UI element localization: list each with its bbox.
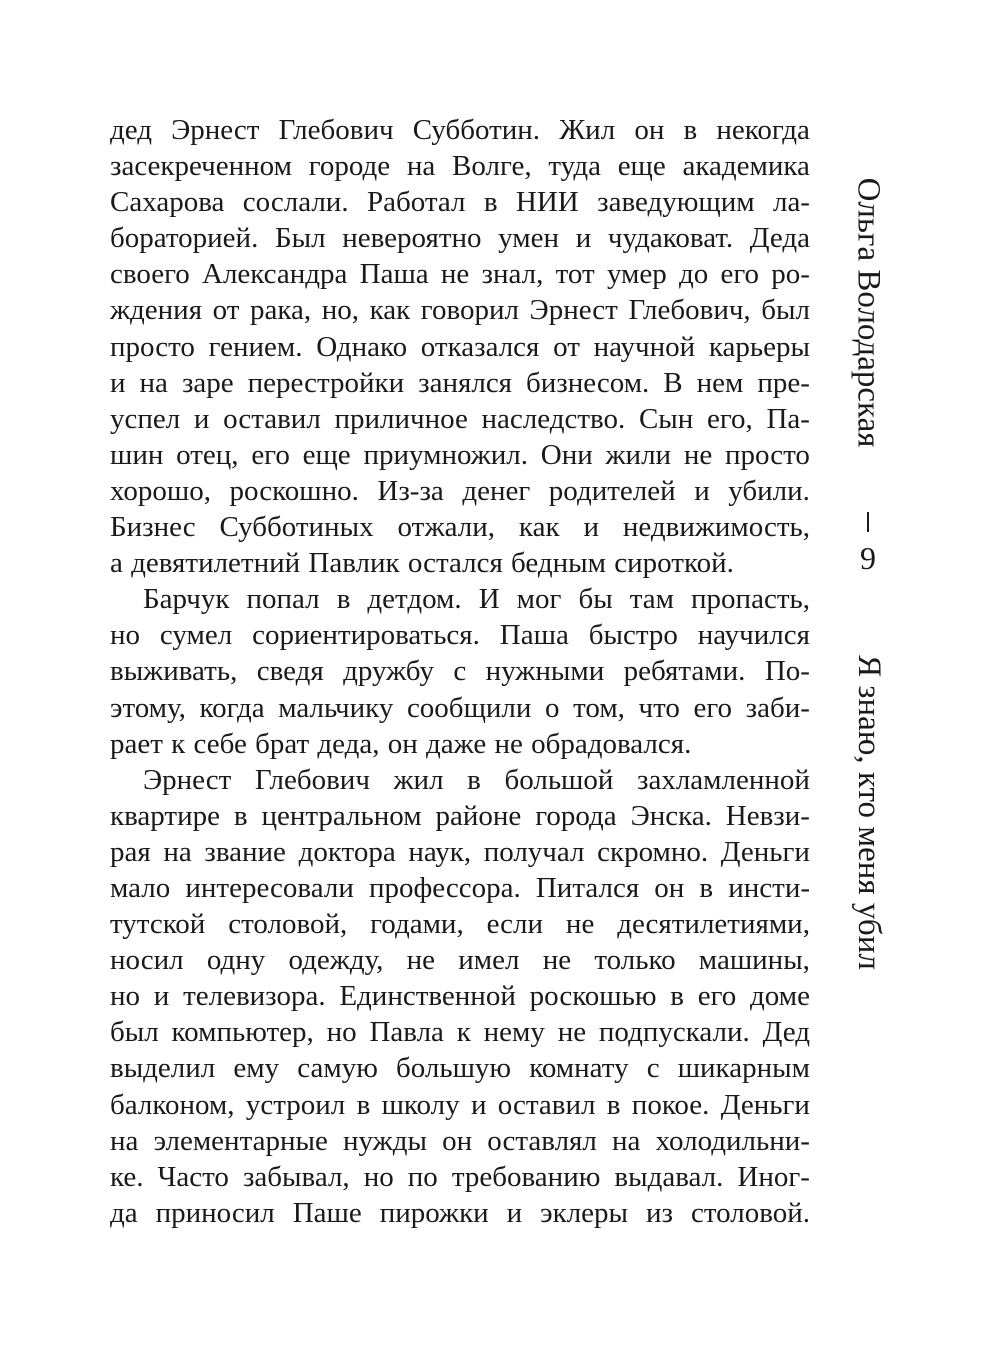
text-line: ке. Часто забывал, но по требованию выдавал. Иног- (110, 1160, 810, 1193)
text-line: рает к себе брат деда, он даже не обрадовался. (110, 727, 692, 760)
text-line: а девятилетний Павлик остался бедным сироткой. (110, 547, 734, 580)
text-line: но и телевизора. Единственной роскошью в его доме (110, 980, 810, 1013)
text-line: но сумел сориентироваться. Паша быстро научился (110, 619, 810, 652)
text-line: шин отец, его еще приумножил. Они жили не просто (110, 438, 810, 471)
running-head-title-box (838, 605, 898, 1020)
running-head-author: Ольга Володарская (850, 177, 887, 448)
text-line: выделил ему самую большую комнату с шикарным (110, 1052, 810, 1085)
text-line: засекреченном городе на Волге, туда еще академика (110, 150, 810, 183)
text-line: успел и оставил приличное наследство. Сын его, Па- (110, 402, 810, 435)
text-line: носил одну одежду, не имел не только машины, (110, 944, 810, 977)
text-line: балконом, устроил в школу и оставил в покое. Деньги (110, 1088, 810, 1121)
text-line: выживать, сведя дружбу с нужными ребятами. По- (110, 655, 810, 688)
text-line: дед Эрнест Глебович Субботин. Жил он в некогда (110, 114, 810, 146)
text-line: просто гением. Однако отказался от научной карьеры (110, 330, 810, 363)
running-head-author-box (838, 120, 898, 505)
text-line: да приносил Паше пирожки и эклеры из столовой. (110, 1196, 810, 1229)
text-line: мало интересовали профессора. Питался он в инсти- (110, 871, 810, 904)
text-line: ждения от рака, но, как говорил Эрнест Глебович, был (110, 294, 810, 327)
text-line: рая на звание доктора наук, получал скромно. Деньги (110, 835, 810, 868)
running-head-divider (867, 512, 869, 532)
text-line: Барчук попал в детдом. И мог бы там пропасть, (143, 583, 810, 616)
text-line: был компьютер, но Павла к нему не подпускали. Дед (110, 1016, 810, 1049)
text-line: бораторией. Был невероятно умен и чудаковат. Деда (110, 222, 810, 255)
text-line: своего Александра Паша не знал, тот умер до его ро- (110, 258, 810, 291)
paragraph-1 (110, 112, 810, 581)
text-line: Бизнес Субботиных отжали, как и недвижимость, (110, 511, 810, 544)
paragraph-2 (110, 581, 810, 761)
text-line: и на заре перестройки занялся бизнесом. В нем пре- (110, 366, 810, 399)
running-head-title: Я знаю, кто меня убил (850, 655, 887, 970)
text-line: Сахарова сослали. Работал в НИИ заведующим ла- (110, 186, 810, 219)
text-line: этому, когда мальчику сообщили о том, что его заби- (110, 691, 810, 724)
paragraph-3 (110, 762, 810, 1231)
running-head (838, 120, 898, 1220)
text-line: квартире в центральном районе города Энска. Невзи- (110, 799, 810, 832)
page-number: 9 (860, 540, 876, 576)
text-line: на элементарные нужды он оставлял на холодильни- (110, 1124, 810, 1157)
text-line: тутской столовой, годами, если не десятилетиями, (110, 908, 810, 941)
text-line: Эрнест Глебович жил в большой захламленной (143, 763, 810, 796)
page-body (110, 112, 810, 1231)
text-line: хорошо, роскошно. Из-за денег родителей и убили. (110, 474, 810, 507)
